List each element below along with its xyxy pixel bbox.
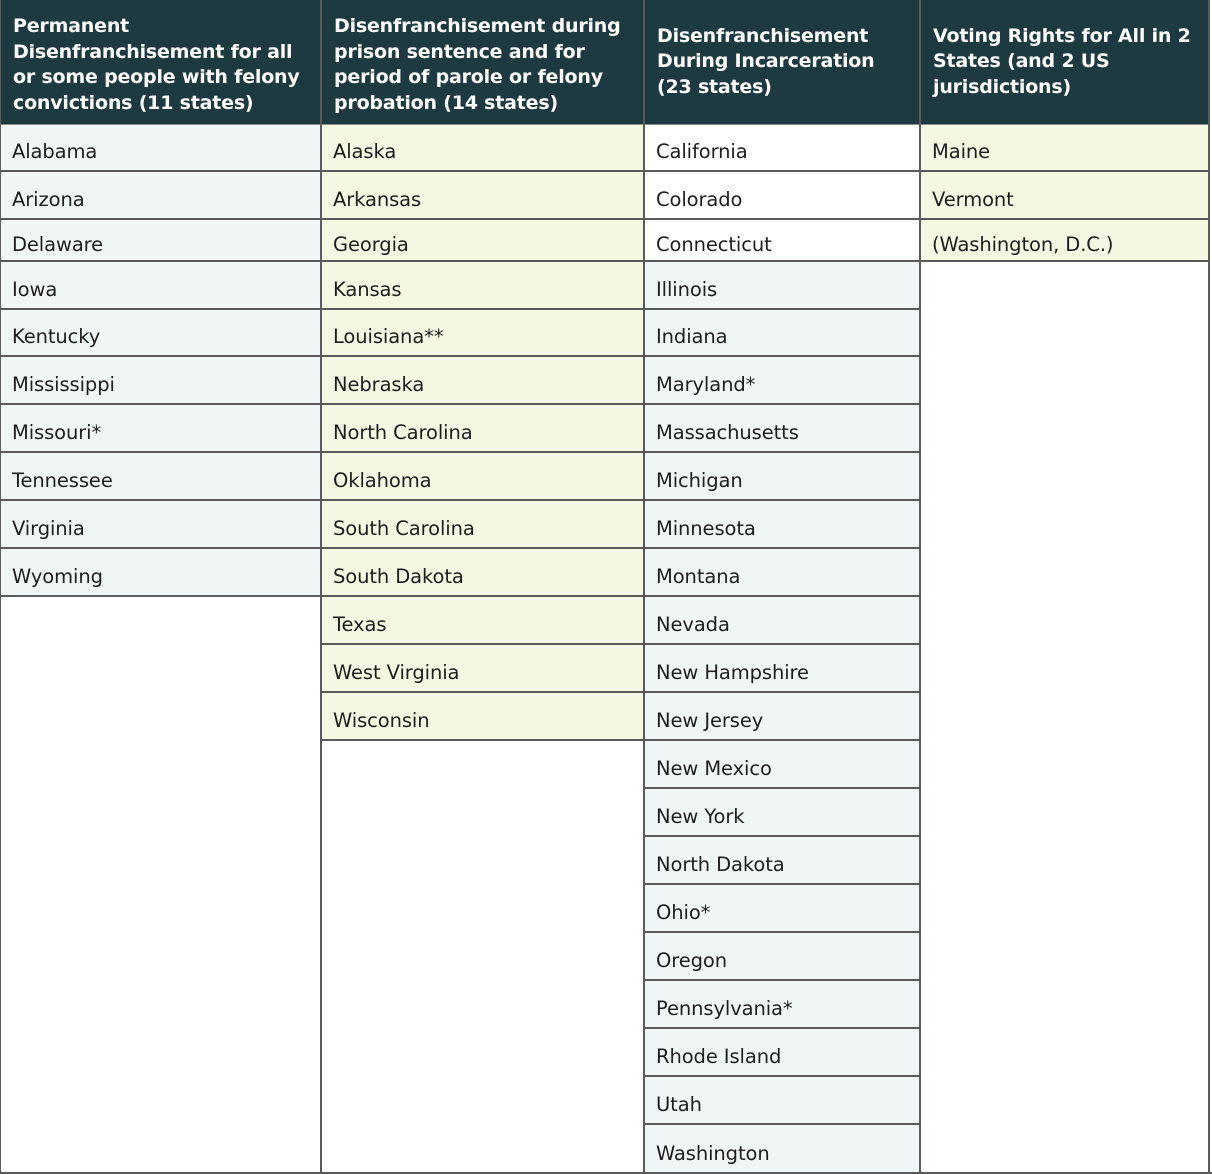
table-cell: Arizona <box>1 172 320 220</box>
table-cell: New Mexico <box>645 741 919 789</box>
table-cell: Utah <box>645 1077 919 1125</box>
column-permanent-disenfranchisement <box>0 0 322 1172</box>
table-cell: North Carolina <box>322 405 643 453</box>
table-cell: Delaware <box>1 220 320 262</box>
table-cell: North Dakota <box>645 837 919 885</box>
table-cell: Missouri* <box>1 405 320 453</box>
table-cell: Kansas <box>322 262 643 310</box>
table-cell: Nebraska <box>322 357 643 405</box>
table-cell: Colorado <box>645 172 919 220</box>
table-cell: Connecticut <box>645 220 919 262</box>
column-voting-rights-for-all <box>921 0 1210 1172</box>
table-cell: Alaska <box>322 124 643 172</box>
table-cell: Arkansas <box>322 172 643 220</box>
table-cell: Nevada <box>645 597 919 645</box>
table-cell: South Carolina <box>322 501 643 549</box>
table-cell: Ohio* <box>645 885 919 933</box>
column-header: Disenfranchisement During Incarceration (23 states) <box>645 0 919 124</box>
table-cell: Washington <box>645 1125 919 1173</box>
table-cell: Oklahoma <box>322 453 643 501</box>
table-cell: Oregon <box>645 933 919 981</box>
table-cell: Maryland* <box>645 357 919 405</box>
column-header: Voting Rights for All in 2 States (and 2 US jurisdictions) <box>921 0 1208 124</box>
table-cell: Montana <box>645 549 919 597</box>
table-cell: New York <box>645 789 919 837</box>
table-cell: Tennessee <box>1 453 320 501</box>
table-cell: South Dakota <box>322 549 643 597</box>
table-cell: Georgia <box>322 220 643 262</box>
column-incarceration-disenfranchisement <box>645 0 921 1172</box>
table-cell: Indiana <box>645 310 919 357</box>
table-cell: Minnesota <box>645 501 919 549</box>
table-cell: Wisconsin <box>322 693 643 741</box>
column-rows <box>921 124 1208 262</box>
table-cell: Louisiana** <box>322 310 643 357</box>
table-cell: Alabama <box>1 124 320 172</box>
table-cell: Pennsylvania* <box>645 981 919 1029</box>
table-cell: Michigan <box>645 453 919 501</box>
table-cell: Illinois <box>645 262 919 310</box>
column-header: Permanent Disenfranchisement for all or some people with felony convictions (11 states) <box>1 0 320 124</box>
table-cell: Mississippi <box>1 357 320 405</box>
column-rows <box>322 124 643 741</box>
column-rows <box>1 124 320 597</box>
table-cell: Texas <box>322 597 643 645</box>
table-cell: Massachusetts <box>645 405 919 453</box>
table-cell: Vermont <box>921 172 1208 220</box>
table-cell: Maine <box>921 124 1208 172</box>
table-cell: Wyoming <box>1 549 320 597</box>
column-rows <box>645 124 919 1173</box>
table-cell: Virginia <box>1 501 320 549</box>
table-cell: California <box>645 124 919 172</box>
table-cell: Kentucky <box>1 310 320 357</box>
table-cell: Iowa <box>1 262 320 310</box>
column-parole-probation-disenfranchisement <box>322 0 645 1172</box>
table-cell: West Virginia <box>322 645 643 693</box>
column-header: Disenfranchisement during prison sentence and for period of parole or felony probation (14 states) <box>322 0 643 124</box>
table-cell: Rhode Island <box>645 1029 919 1077</box>
table-cell: New Jersey <box>645 693 919 741</box>
table-cell: New Hampshire <box>645 645 919 693</box>
table-cell: (Washington, D.C.) <box>921 220 1208 262</box>
